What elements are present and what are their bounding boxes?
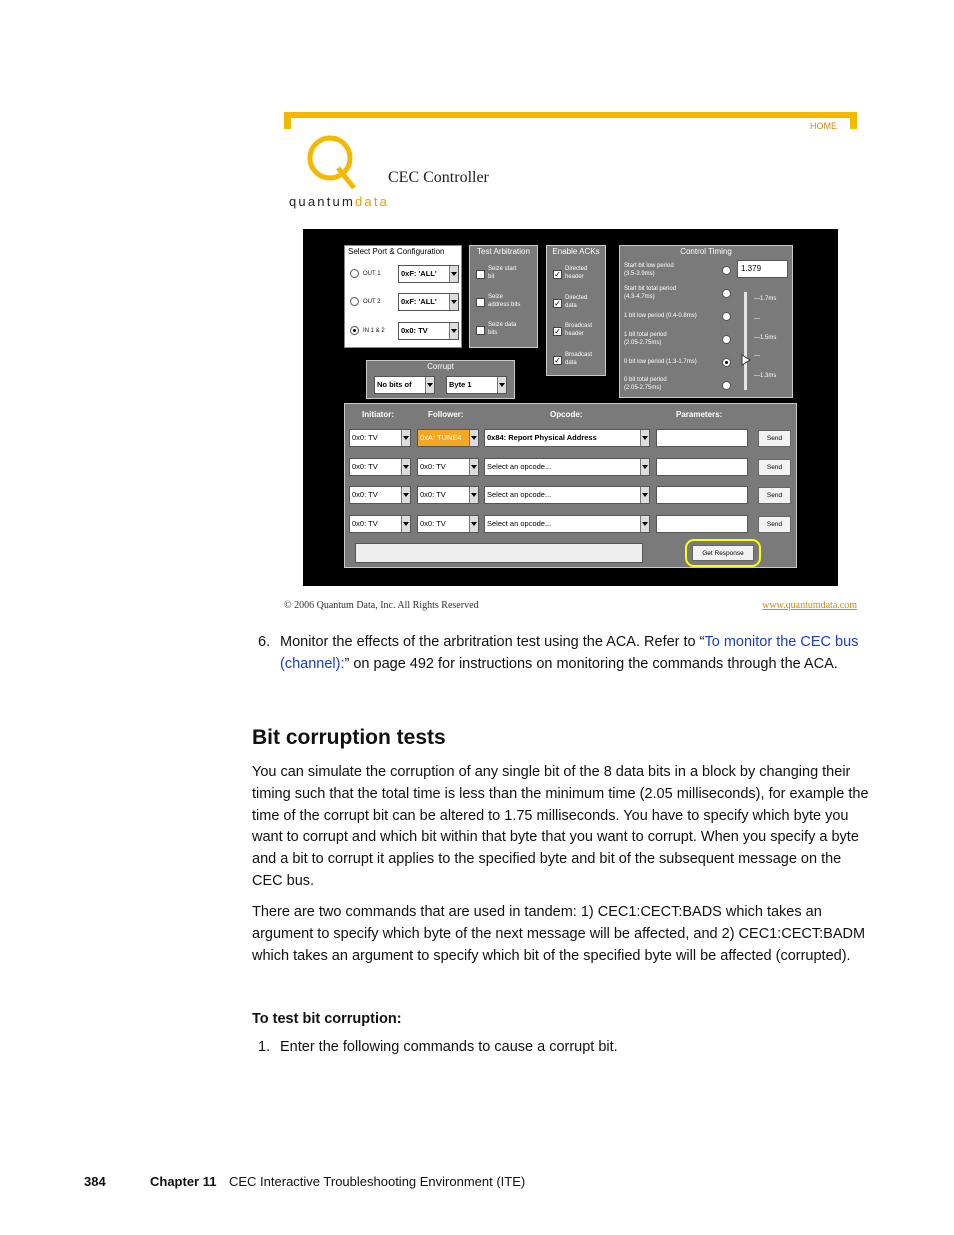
timing-scale-low: —1.3ms: [754, 373, 777, 379]
timing-scale-high: —1.7ms: [754, 296, 777, 302]
ack-broadcast-header-checkbox[interactable]: ✓: [554, 327, 561, 336]
ack-item-1-line2: data: [565, 303, 577, 309]
timing-radio-0bit-total[interactable]: [722, 381, 731, 390]
port-label-in: IN 1 & 2: [363, 328, 385, 334]
row1-initiator-value: 0x0: TV: [352, 462, 378, 471]
chevron-down-icon[interactable]: [469, 459, 478, 475]
step-6-text: [280, 631, 870, 675]
corrupt-title: Corrupt: [427, 362, 454, 371]
seize-start-bit-label: [488, 265, 516, 281]
timing-1bit-low-label: 1 bit low period (0.4-0.8ms): [624, 313, 697, 319]
corrupt-byte-select[interactable]: [446, 376, 507, 394]
slider-thumb-icon[interactable]: [741, 354, 751, 366]
chevron-down-icon[interactable]: [401, 430, 410, 446]
row3-opcode-value: Select an opcode...: [487, 519, 552, 528]
arb-item-1-line2: address bits: [488, 302, 521, 308]
header-bar-right-tick: [850, 112, 857, 129]
brand-wordmark: [289, 194, 389, 209]
home-link[interactable]: HOME: [810, 121, 837, 131]
timing-radio-start-low[interactable]: [722, 266, 731, 275]
test-arbitration-panel: [469, 245, 538, 348]
timing-1bit-total-label: [624, 331, 667, 347]
ack-item-3-line1: Broadcast: [565, 352, 593, 358]
row2-initiator-value: 0x0: TV: [352, 490, 378, 499]
corrupt-byte-value: Byte 1: [449, 380, 472, 389]
row1-parameters-input[interactable]: [656, 458, 748, 476]
ack-item-3-line2: data: [565, 360, 577, 366]
corrupt-panel: [366, 360, 515, 399]
highlight-ring: [685, 539, 761, 567]
row3-parameters-input[interactable]: [656, 515, 748, 533]
arb-item-0-line2: bit: [488, 274, 495, 280]
procedure-heading: To test bit corruption:: [252, 1011, 402, 1027]
controller-screen: [303, 229, 838, 586]
timing-item-5-line2: (2.05-2.75ms): [624, 385, 662, 391]
col-opcode: Opcode:: [550, 410, 583, 419]
col-parameters: Parameters:: [676, 410, 723, 419]
control-timing-title: Control Timing: [680, 247, 732, 256]
row2-follower-select[interactable]: [417, 486, 479, 504]
port-select-out1-value: 0xF: 'ALL': [401, 269, 437, 278]
timing-item-0-line1: Start bit low period: [624, 263, 674, 269]
row2-opcode-select[interactable]: [484, 486, 650, 504]
chevron-down-icon[interactable]: [449, 294, 458, 310]
row3-initiator-select[interactable]: [349, 515, 411, 533]
chevron-down-icon[interactable]: [401, 487, 410, 503]
port-radio-out1[interactable]: [350, 269, 359, 278]
timing-start-low-label: [624, 262, 674, 278]
monitor-cec-bus-link[interactable]: To monitor the CEC bus (channel):: [280, 634, 859, 672]
row2-opcode-value: Select an opcode...: [487, 490, 552, 499]
timing-item-1-line1: Start bit total period: [624, 286, 677, 292]
footer-chapter-title: CEC Interactive Troubleshooting Environment (ITE): [229, 1174, 526, 1189]
port-select-out2[interactable]: [398, 293, 459, 311]
row2-follower-value: 0x0: TV: [420, 490, 446, 499]
row0-initiator-select[interactable]: [349, 429, 411, 447]
ack-item-0-line2: header: [565, 274, 584, 280]
brand-data: data: [355, 194, 390, 209]
arb-item-1-line1: Seize: [488, 294, 504, 300]
row2-parameters-input[interactable]: [656, 486, 748, 504]
arb-item-2-line2: bits: [488, 330, 498, 336]
chevron-down-icon[interactable]: [640, 459, 649, 475]
corrupt-bits-select[interactable]: [374, 376, 435, 394]
timing-item-0-line2: (3.5-3.9ms): [624, 271, 655, 277]
row2-send-button[interactable]: Send: [758, 487, 791, 504]
timing-slider-track[interactable]: [744, 292, 747, 390]
timing-item-3-line1: 1 bit total period: [624, 332, 667, 338]
row0-opcode-select[interactable]: [484, 429, 650, 447]
port-radio-in[interactable]: [350, 326, 359, 335]
timing-0bit-low-label: 0 bit low period (1.3-1.7ms): [624, 359, 697, 365]
timing-radio-start-total[interactable]: [722, 289, 731, 298]
ack-broadcast-header-label: [565, 322, 592, 338]
paragraph-1: You can simulate the corruption of any single bit of the 8 data bits in a block by changing their timing such that the total time is less than the minimum time (2.05 milliseconds), for example the time of the corrupt bit can be altered to 1.75 milliseconds. You have to specify which byte you want to corrupt and which bit within that byte that you want to corrupt. When you specify a byte and a bit to corrupt it applies to the specified byte and bit of the subsequent message on the CEC bus.: [252, 764, 869, 889]
ack-broadcast-data-checkbox[interactable]: ✓: [554, 356, 561, 365]
ack-broadcast-data-label: [565, 351, 592, 367]
enable-acks-title: Enable ACKs: [552, 247, 600, 256]
row3-opcode-select[interactable]: [484, 515, 650, 533]
col-follower: Follower:: [428, 410, 464, 419]
row0-initiator-value: 0x0: TV: [352, 433, 378, 442]
test-arbitration-title: Test Arbitration: [477, 247, 530, 256]
timing-radio-1bit-total[interactable]: [722, 335, 731, 344]
ack-item-1-line1: Directed: [565, 295, 588, 301]
row3-follower-value: 0x0: TV: [420, 519, 446, 528]
row0-send-button[interactable]: Send: [758, 430, 791, 447]
port-config-title: Select Port & Configuration: [348, 247, 445, 256]
ack-directed-data-label: [565, 294, 587, 310]
paragraph-2: There are two commands that are used in tandem: 1) CEC1:CECT:BADS which takes an argument to specify which byte of the next message will be affected, and 2) CEC1:CECT:BADM which takes an argument to specify which bit of the specified byte will be affected (corrupted).: [252, 904, 866, 964]
port-select-in[interactable]: [398, 322, 459, 340]
row3-follower-select[interactable]: [417, 515, 479, 533]
step-1-text: Enter the following commands to cause a corrupt bit.: [280, 1039, 618, 1055]
chevron-down-icon[interactable]: [401, 459, 410, 475]
step-1-number: 1.: [258, 1039, 271, 1055]
website-link[interactable]: www.quantumdata.com: [762, 600, 857, 611]
timing-0bit-total-label: [624, 376, 667, 392]
port-label-out1: OUT 1: [363, 271, 381, 277]
row1-opcode-value: Select an opcode...: [487, 462, 552, 471]
timing-scale-1: 1.5ms: [760, 335, 777, 341]
timing-scale-2: 1.3ms: [760, 373, 777, 379]
chevron-down-icon[interactable]: [640, 487, 649, 503]
arb-item-0-line1: Seize start: [488, 266, 517, 272]
timing-item-3-line2: (2.05-2.75ms): [624, 340, 662, 346]
chevron-down-icon[interactable]: [449, 266, 458, 282]
timing-scale-mid: —1.5ms: [754, 335, 777, 341]
row1-send-button[interactable]: Send: [758, 459, 791, 476]
timing-start-total-label: [624, 285, 676, 301]
chevron-down-icon[interactable]: [640, 516, 649, 532]
cec-controller-figure: [284, 112, 857, 617]
header-bar-left-tick: [284, 112, 291, 129]
row0-follower-value: 0xA: TUNE4: [420, 433, 462, 442]
timing-item-5-line1: 0 bit total period: [624, 377, 667, 383]
app-title: CEC Controller: [388, 169, 489, 186]
chevron-down-icon[interactable]: [497, 377, 506, 393]
control-timing-panel: [619, 245, 793, 398]
seize-start-bit-checkbox[interactable]: [476, 270, 485, 279]
seize-address-bits-label: [488, 293, 520, 309]
port-label-out2: OUT 2: [363, 299, 381, 305]
row0-follower-select[interactable]: [417, 429, 479, 447]
port-select-in-value: 0x0: TV: [401, 326, 428, 335]
footer-chapter: Chapter 11: [150, 1174, 217, 1189]
col-initiator: Initiator:: [362, 410, 394, 419]
corrupt-bits-value: No bits of: [377, 380, 412, 389]
port-config-panel: [344, 245, 462, 348]
timing-scale-tick2: —: [754, 353, 760, 359]
header-bar: [284, 112, 857, 118]
page-number: 384: [84, 1174, 106, 1189]
chevron-down-icon[interactable]: [640, 430, 649, 446]
port-radio-out2[interactable]: [350, 297, 359, 306]
chevron-down-icon[interactable]: [401, 516, 410, 532]
timing-radio-0bit-low[interactable]: [722, 358, 731, 367]
chevron-down-icon[interactable]: [469, 516, 478, 532]
ack-item-2-line1: Broadcast: [565, 323, 593, 329]
chevron-down-icon[interactable]: [425, 377, 434, 393]
seize-data-bits-checkbox[interactable]: [476, 326, 485, 335]
response-output: [355, 543, 643, 563]
chevron-down-icon[interactable]: [469, 430, 478, 446]
message-panel: [344, 403, 797, 568]
arb-item-2-line1: Seize data: [488, 322, 517, 328]
get-response-button[interactable]: Get Response: [692, 545, 754, 561]
timing-radio-1bit-low[interactable]: [722, 312, 731, 321]
row1-follower-value: 0x0: TV: [420, 462, 446, 471]
copyright-text: © 2006 Quantum Data, Inc. All Rights Reserved: [284, 600, 479, 611]
row1-initiator-select[interactable]: [349, 458, 411, 476]
row0-parameters-input[interactable]: [656, 429, 748, 447]
chevron-down-icon[interactable]: [469, 487, 478, 503]
ack-directed-header-checkbox[interactable]: ✓: [554, 270, 561, 279]
seize-data-bits-label: [488, 321, 516, 337]
timing-value-input[interactable]: 1.379: [737, 260, 788, 278]
ack-directed-header-label: [565, 265, 587, 281]
quantumdata-logo-icon: [302, 128, 362, 190]
ack-item-2-line2: header: [565, 331, 584, 337]
row0-opcode-value: 0x84: Report Physical Address: [487, 433, 597, 442]
row1-follower-select[interactable]: [417, 458, 479, 476]
step-6-text-after: ” on page 492 for instructions on monitoring the commands through the ACA.: [344, 656, 838, 672]
ack-directed-data-checkbox[interactable]: ✓: [554, 299, 561, 308]
port-select-out1[interactable]: [398, 265, 459, 283]
row3-initiator-value: 0x0: TV: [352, 519, 378, 528]
brand-quantum: quantum: [289, 194, 355, 209]
port-select-out2-value: 0xF: 'ALL': [401, 297, 437, 306]
timing-scale-0: 1.7ms: [760, 296, 777, 302]
step-6-number: 6.: [258, 634, 271, 650]
row3-send-button[interactable]: Send: [758, 516, 791, 533]
chevron-down-icon[interactable]: [449, 323, 458, 339]
ack-item-0-line1: Directed: [565, 266, 588, 272]
section-heading: Bit corruption tests: [252, 726, 446, 749]
timing-item-1-line2: (4.3-4.7ms): [624, 294, 655, 300]
seize-address-bits-checkbox[interactable]: [476, 298, 485, 307]
enable-acks-panel: [546, 245, 606, 376]
step-6-text-before: Monitor the effects of the arbritration test using the ACA. Refer to “: [280, 634, 705, 650]
row2-initiator-select[interactable]: [349, 486, 411, 504]
timing-scale-tick: —: [754, 316, 760, 322]
row1-opcode-select[interactable]: [484, 458, 650, 476]
